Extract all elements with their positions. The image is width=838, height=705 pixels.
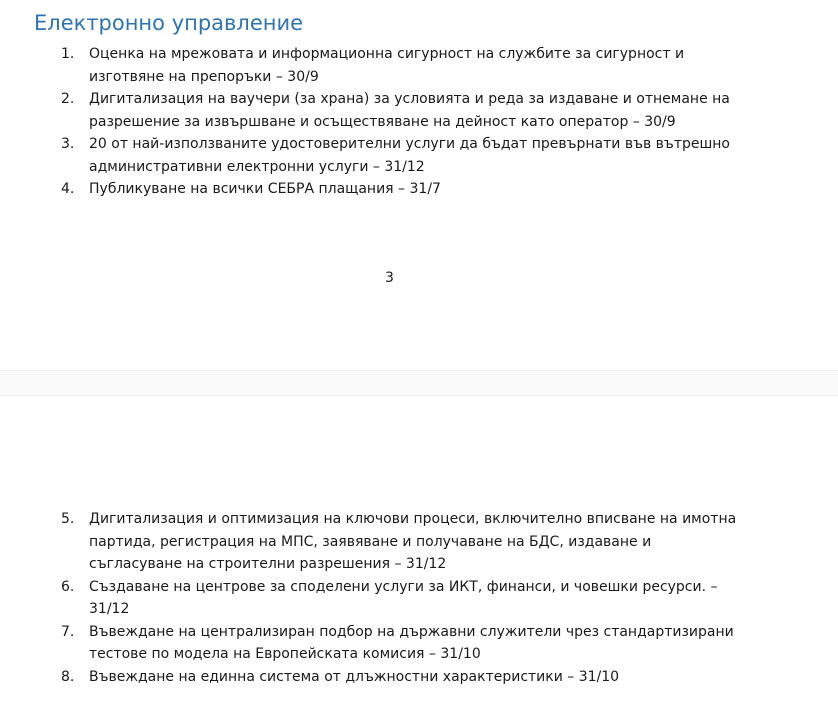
list-item-text: Въвеждане на единна система от длъжностни характеристики – 31/10 xyxy=(89,668,620,685)
list-item-number: 1. xyxy=(61,46,75,62)
section-heading: Електронно управление xyxy=(34,11,304,35)
list-item-number: 3. xyxy=(61,136,75,152)
numbered-list-page-2 xyxy=(0,508,838,688)
page-number: 3 xyxy=(385,270,394,286)
list-item xyxy=(0,508,838,576)
list-item-number: 8. xyxy=(61,668,75,685)
list-item xyxy=(0,43,838,88)
list-item-text: Въвеждане на централизиран подбор на държавни служители чрез стандартизирани тестове по модела на Европейската комисия – 31/10 xyxy=(89,623,734,662)
list-item-number: 6. xyxy=(61,578,75,595)
list-item xyxy=(0,133,838,178)
list-item xyxy=(0,178,838,201)
list-item-text: Дигитализация на ваучери (за храна) за условията и реда за издаване и отнемане на разрешение за извършване и осъществяване на дейност като оператор – 30/9 xyxy=(89,91,730,130)
list-item-number: 2. xyxy=(61,91,75,107)
list-item-text: Оценка на мрежовата и информационна сигурност на службите за сигурност и изготвяне на препоръки – 30/9 xyxy=(89,46,685,85)
list-item-number: 7. xyxy=(61,623,75,640)
list-item-text: Публикуване на всички СЕБРА плащания – 31/7 xyxy=(89,181,441,197)
list-item xyxy=(0,576,838,621)
list-item-number: 5. xyxy=(61,511,75,527)
list-item-number: 4. xyxy=(61,181,75,197)
list-item-text: 20 от най-използваните удостоверителни услуги да бъдат превърнати във вътрешно административни електронни услуги – 31/12 xyxy=(89,136,730,175)
list-item xyxy=(0,88,838,133)
list-item-text: Създаване на центрове за споделени услуги за ИКТ, финанси, и човешки ресурси. – 31/12 xyxy=(89,578,718,617)
list-item-text: Дигитализация и оптимизация на ключови процеси, включително вписване на имотна партида, регистрация на МПС, заявяване и получаване на БДС, издаване и съгласуване на строителни разрешения – 31/12 xyxy=(89,511,737,572)
list-item xyxy=(0,666,838,689)
list-item xyxy=(0,621,838,666)
page-break-divider xyxy=(0,370,838,396)
numbered-list-page-1 xyxy=(0,43,838,201)
